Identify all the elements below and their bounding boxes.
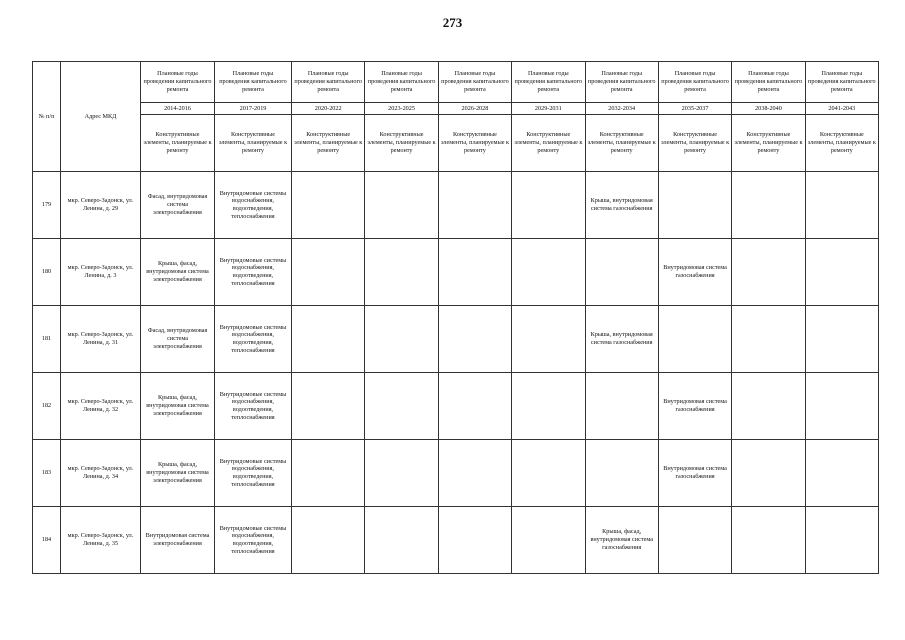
repair-cell [292, 507, 365, 574]
repair-cell: Крыша, фасад, внутридомовая система электроснабжения [141, 239, 215, 306]
period-header: 2035-2037 [658, 103, 731, 115]
repair-cell [805, 440, 878, 507]
address-cell: мкр. Северо-Задонск, ул. Ленина, д. 3 [61, 239, 141, 306]
row-number: 179 [33, 172, 61, 239]
planned-years-header: Плановые годы проведения капитального ремонта [585, 62, 658, 103]
table-row [33, 507, 879, 574]
repair-cell [292, 306, 365, 373]
repair-cell [438, 440, 511, 507]
period-header: 2023-2025 [365, 103, 438, 115]
header-row-periods [33, 103, 879, 115]
row-number: 184 [33, 507, 61, 574]
period-header: 2038-2040 [732, 103, 805, 115]
repair-cell: Внутридомовые системы водоснабжения, водоотведения, теплоснабжения [215, 373, 292, 440]
repair-cell: Крыша, фасад, внутридомовая система газоснабжения [585, 507, 658, 574]
table-header [33, 62, 879, 172]
elements-header: Конструктивные элементы, планируемые к ремонту [438, 115, 511, 172]
repair-cell [732, 440, 805, 507]
repair-cell [438, 239, 511, 306]
repair-cell [805, 507, 878, 574]
table-row [33, 239, 879, 306]
planned-years-header: Плановые годы проведения капитального ремонта [732, 62, 805, 103]
repair-cell: Внутридомовые системы водоснабжения, водоотведения, теплоснабжения [215, 172, 292, 239]
repair-cell: Внутридомовые системы водоснабжения, водоотведения, теплоснабжения [215, 306, 292, 373]
repair-cell: Внутридомовые системы водоснабжения, водоотведения, теплоснабжения [215, 239, 292, 306]
row-number: 181 [33, 306, 61, 373]
repair-cell [732, 306, 805, 373]
address-cell: мкр. Северо-Задонск, ул. Ленина, д. 32 [61, 373, 141, 440]
planned-years-header-second: Плановые годы проведения капитального ремонта [215, 62, 292, 103]
address-cell: мкр. Северо-Задонск, ул. Ленина, д. 34 [61, 440, 141, 507]
elements-header: Конструктивные элементы, планируемые к ремонту [658, 115, 731, 172]
elements-header: Конструктивные элементы, планируемые к ремонту [512, 115, 585, 172]
table-row [33, 172, 879, 239]
repair-cell [365, 373, 438, 440]
repair-cell: Крыша, внутридомовая система газоснабжения [585, 306, 658, 373]
elements-header: Конструктивные элементы, планируемые к ремонту [805, 115, 878, 172]
table-row [33, 306, 879, 373]
repair-cell [292, 440, 365, 507]
repair-cell [732, 507, 805, 574]
repair-cell [585, 440, 658, 507]
repair-cell [365, 440, 438, 507]
elements-header: Конструктивные элементы, планируемые к ремонту [141, 115, 215, 172]
period-header: 2020-2022 [292, 103, 365, 115]
repair-cell [365, 239, 438, 306]
repair-cell [512, 172, 585, 239]
repair-cell [292, 172, 365, 239]
repair-cell [292, 373, 365, 440]
address-cell: мкр. Северо-Задонск, ул. Ленина, д. 29 [61, 172, 141, 239]
address-cell: мкр. Северо-Задонск, ул. Ленина, д. 31 [61, 306, 141, 373]
repair-cell: Внутридомовая система электроснабжения [141, 507, 215, 574]
repair-cell [365, 172, 438, 239]
repair-cell: Крыша, внутридомовая система газоснабжения [585, 172, 658, 239]
repair-cell [512, 440, 585, 507]
repair-cell [658, 306, 731, 373]
elements-header: Конструктивные элементы, планируемые к ремонту [215, 115, 292, 172]
capital-repair-table [32, 61, 879, 574]
planned-years-header: Плановые годы проведения капитального ремонта [292, 62, 365, 103]
repair-cell: Фасад, внутридомовая система электроснабжения [141, 172, 215, 239]
period-header: 2032-2034 [585, 103, 658, 115]
table-row [33, 373, 879, 440]
repair-cell [805, 373, 878, 440]
repair-cell [438, 306, 511, 373]
row-number: 180 [33, 239, 61, 306]
repair-cell [512, 306, 585, 373]
period-header: 2014-2016 [141, 103, 215, 115]
repair-cell: Внутридомовые системы водоснабжения, водоотведения, теплоснабжения [215, 440, 292, 507]
planned-years-header: Плановые годы проведения капитального ремонта [658, 62, 731, 103]
header-row-elements [33, 115, 879, 172]
repair-cell [512, 239, 585, 306]
repair-cell: Внутридомовая система газоснабжения [658, 440, 731, 507]
page-number: 273 [442, 15, 463, 30]
period-header: 2026-2028 [438, 103, 511, 115]
repair-cell [365, 306, 438, 373]
row-number: 182 [33, 373, 61, 440]
table-row [33, 440, 879, 507]
planned-years-header: Плановые годы проведения капитального ремонта [438, 62, 511, 103]
period-header: 2041-2043 [805, 103, 878, 115]
period-header: 2017-2019 [215, 103, 292, 115]
elements-header: Конструктивные элементы, планируемые к ремонту [292, 115, 365, 172]
repair-cell: Внутридомовая система газоснабжения [658, 239, 731, 306]
repair-cell [658, 172, 731, 239]
header-row-years [33, 62, 879, 103]
row-number: 183 [33, 440, 61, 507]
repair-cell: Фасад, внутридомовая система электроснабжения [141, 306, 215, 373]
planned-years-header: Плановые годы проведения капитального ремонта [512, 62, 585, 103]
repair-cell [438, 507, 511, 574]
repair-cell [365, 507, 438, 574]
repair-cell [732, 239, 805, 306]
repair-cell: Внутридомовая система газоснабжения [658, 373, 731, 440]
planned-years-header-first: Плановые годы проведении капитального ремонта [141, 62, 215, 103]
num-column-header: № п/п [33, 62, 61, 172]
repair-cell [585, 373, 658, 440]
repair-cell: Крыша, фасад, внутридомовая система электроснабжения [141, 440, 215, 507]
repair-cell [658, 507, 731, 574]
repair-cell [292, 239, 365, 306]
repair-cell [438, 373, 511, 440]
elements-header: Конструктивные элементы, планируемые к ремонту [365, 115, 438, 172]
repair-cell: Крыша, фасад, внутридомовая система электроснабжения [141, 373, 215, 440]
planned-years-header: Плановые годы проведения капитального ремонта [805, 62, 878, 103]
address-cell: мкр. Северо-Задонск, ул. Ленина, д. 35 [61, 507, 141, 574]
repair-cell [732, 172, 805, 239]
repair-cell [438, 172, 511, 239]
table-body [33, 172, 879, 574]
address-column-header: Адрес МКД [61, 62, 141, 172]
planned-years-header: Плановые годы проведения капитального ремонта [365, 62, 438, 103]
repair-cell [585, 239, 658, 306]
repair-cell [512, 373, 585, 440]
repair-cell: Внутридомовые системы водоснабжения, водоотведения, теплоснабжения [215, 507, 292, 574]
elements-header: Конструктивные элементы, планируемые к ремонту [732, 115, 805, 172]
repair-cell [805, 172, 878, 239]
repair-cell [805, 306, 878, 373]
repair-cell [512, 507, 585, 574]
period-header: 2029-2031 [512, 103, 585, 115]
repair-cell [805, 239, 878, 306]
elements-header: Конструктивные элементы, планируемые к ремонту [585, 115, 658, 172]
repair-cell [732, 373, 805, 440]
